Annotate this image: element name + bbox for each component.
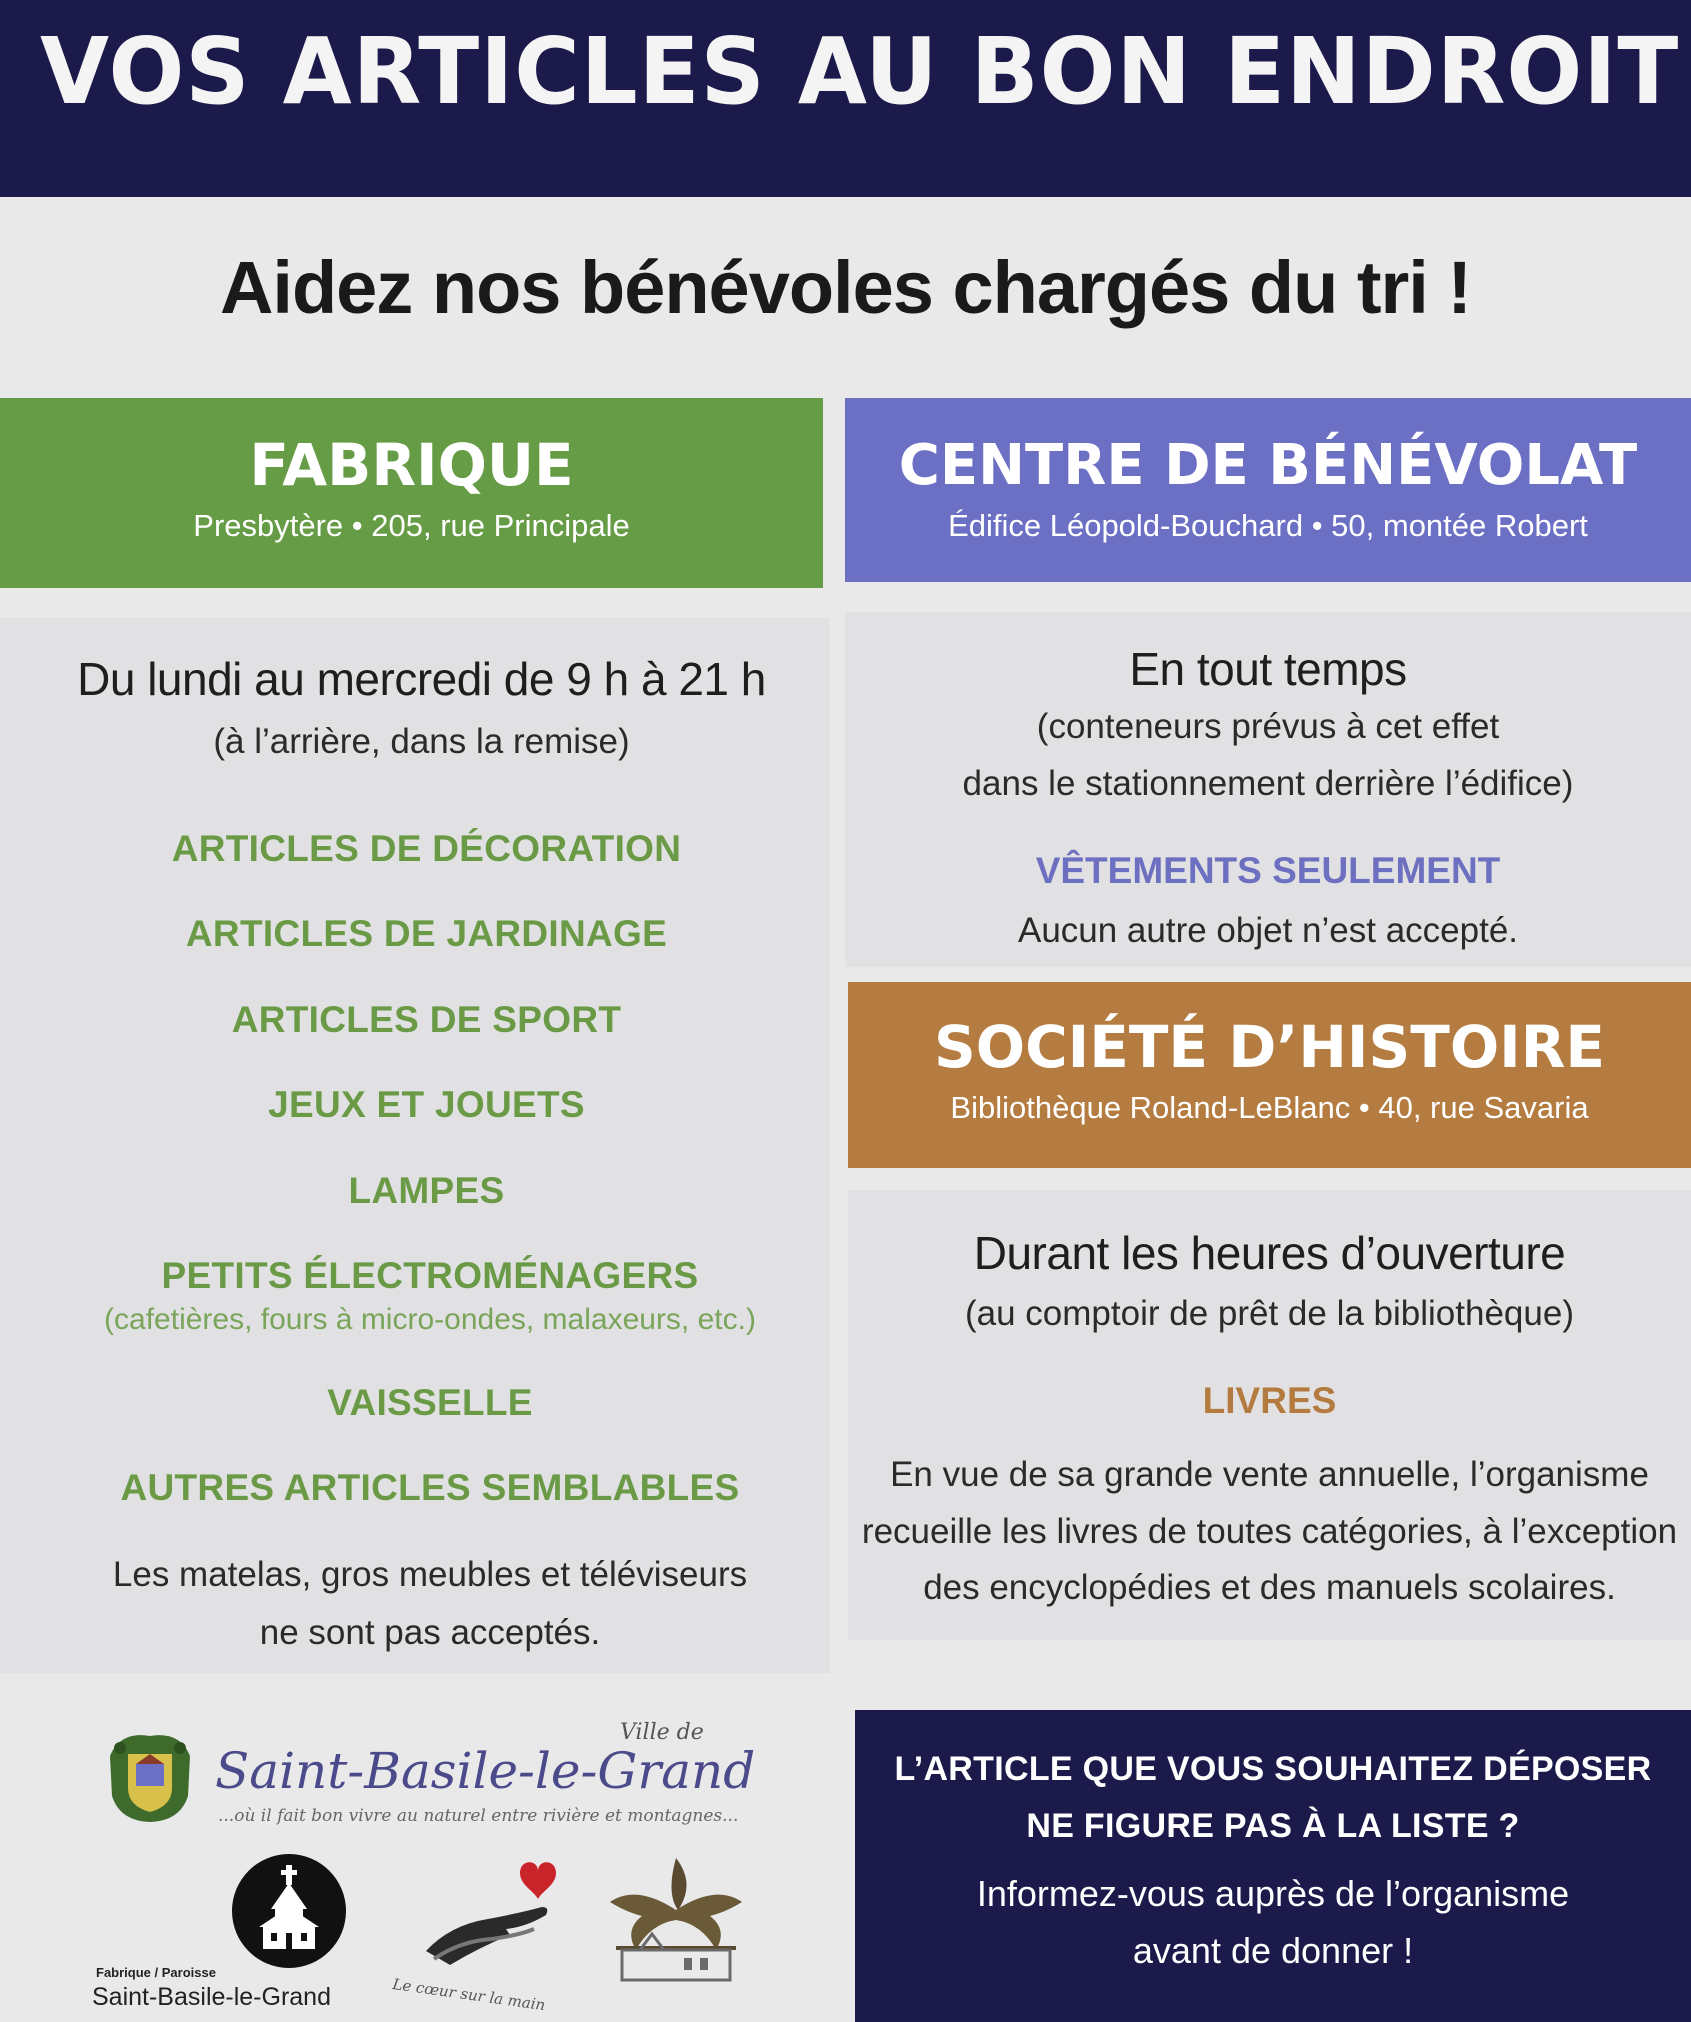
- city-logo: [100, 1720, 756, 1830]
- centre-hours: En tout temps: [1129, 643, 1407, 695]
- fabrique-category: ARTICLES DE JARDINAGE: [185, 913, 668, 954]
- city-crest-icon: [100, 1726, 200, 1826]
- fabrique-hours: Du lundi au mercredi de 9 h à 21 h: [77, 653, 766, 705]
- callout-line3: Informez-vous auprès de l’organisme: [976, 1873, 1570, 1914]
- callout-line1: L’ARTICLE QUE VOUS SOUHAITEZ DÉPOSER: [894, 1750, 1652, 1788]
- fabrique-category: AUTRES ARTICLES SEMBLABLES: [120, 1467, 740, 1508]
- societe-note: (au comptoir de prêt de la bibliothèque): [965, 1294, 1574, 1333]
- fabrique-address: Presbytère • 205, rue Principale: [193, 508, 630, 543]
- subtitle: Aidez nos bénévoles chargés du tri !: [219, 246, 1472, 329]
- city-name: Saint-Basile-le-Grand: [215, 1742, 756, 1800]
- callout-line2: NE FIGURE PAS À LA LISTE ?: [1026, 1807, 1520, 1845]
- heart-hand-logo-icon: [410, 1855, 580, 1975]
- societe-desc-line3: des encyclopédies et des manuels scolaires.: [923, 1568, 1616, 1607]
- fabrique-panel: [0, 618, 830, 1673]
- fabrique-category: ARTICLES DE SPORT: [231, 999, 622, 1040]
- societe-header: [848, 982, 1691, 1168]
- centre-exclusion: Aucun autre objet n’est accepté.: [1017, 911, 1519, 950]
- fabrique-category: PETITS ÉLECTROMÉNAGERS: [161, 1255, 699, 1296]
- banner-title: VOS ARTICLES AU BON ENDROIT: [40, 18, 1680, 125]
- city-prefix: Ville de: [620, 1720, 704, 1745]
- fabrique-title: FABRIQUE: [249, 431, 574, 499]
- heart-hand-caption: Le cœur sur la main: [391, 1975, 547, 2015]
- fabrique-logo-small: Fabrique / Paroisse: [96, 1965, 216, 1980]
- centre-title: CENTRE DE BÉNÉVOLAT: [898, 433, 1638, 498]
- church-logo-icon: [231, 1853, 347, 1969]
- societe-category: LIVRES: [1202, 1380, 1337, 1421]
- societe-desc-line1: En vue de sa grande vente annuelle, l’organisme: [890, 1455, 1649, 1494]
- centre-note-line2: dans le stationnement derrière l’édifice): [962, 764, 1574, 803]
- city-slogan: ...où il fait bon vivre au naturel entre rivière et montagnes...: [218, 1806, 739, 1826]
- fabrique-exclusion-line1: Les matelas, gros meubles et téléviseurs: [112, 1555, 748, 1594]
- callout-line4: avant de donner !: [1132, 1930, 1414, 1971]
- fabrique-exclusion-line2: ne sont pas acceptés.: [259, 1613, 601, 1652]
- fabrique-location-note: (à l’arrière, dans la remise): [213, 722, 630, 761]
- fabrique-category: JEUX ET JOUETS: [268, 1084, 585, 1125]
- fabrique-category: ARTICLES DE DÉCORATION: [171, 828, 682, 869]
- centre-category: VÊTEMENTS SEULEMENT: [1035, 850, 1501, 891]
- fabrique-appliance-note: (cafetières, fours à micro-ondes, malaxeurs, etc.): [104, 1303, 756, 1336]
- centre-address: Édifice Léopold-Bouchard • 50, montée Robert: [948, 508, 1588, 543]
- centre-header: [845, 398, 1691, 582]
- fabrique-category: VAISSELLE: [327, 1382, 533, 1423]
- societe-hours: Durant les heures d’ouverture: [973, 1227, 1566, 1279]
- top-banner: [0, 0, 1691, 197]
- fleur-de-lis-church-icon: [596, 1854, 756, 1984]
- fabrique-logo-name: Saint-Basile-le-Grand: [92, 1983, 331, 2011]
- fabrique-header: [0, 398, 823, 588]
- societe-title: SOCIÉTÉ D’HISTOIRE: [933, 1013, 1606, 1081]
- societe-desc-line2: recueille les livres de toutes catégories, à l’exception: [861, 1512, 1678, 1551]
- societe-address: Bibliothèque Roland-LeBlanc • 40, rue Savaria: [950, 1090, 1589, 1125]
- fabrique-category: LAMPES: [348, 1170, 505, 1211]
- centre-note-line1: (conteneurs prévus à cet effet: [1036, 707, 1500, 746]
